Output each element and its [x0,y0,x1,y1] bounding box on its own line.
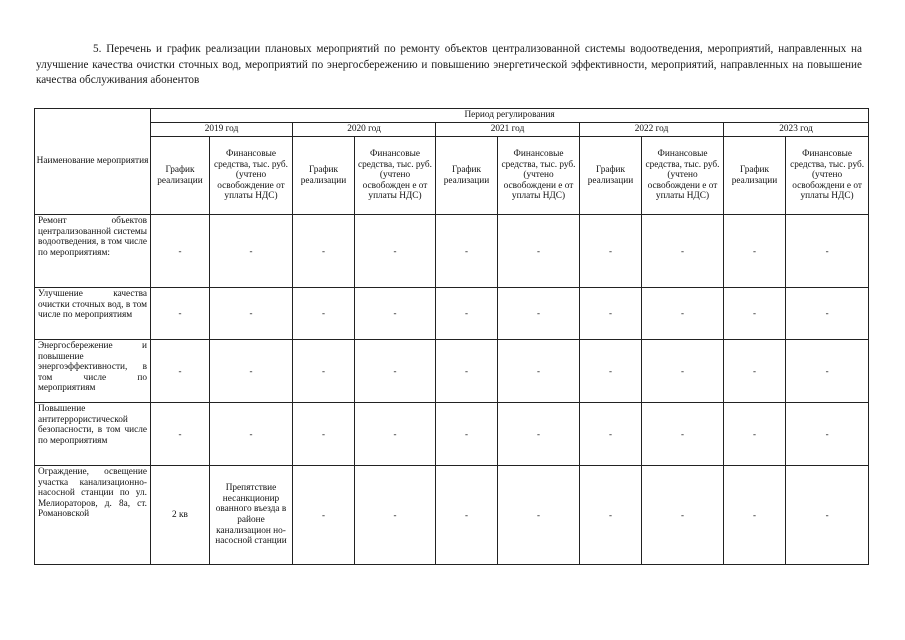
table-cell: - [786,340,869,403]
activity-name: Повышение антитеррористической безопасности, в том числе по мероприятиям [35,403,151,466]
table-cell: 2 кв [151,466,210,565]
table-cell: - [580,466,642,565]
table-cell: - [355,288,436,340]
name-column-header: Наименование мероприятия [35,109,151,215]
table-cell: - [724,215,786,288]
table-cell: - [724,403,786,466]
table-cell: - [151,215,210,288]
table-cell: - [642,466,724,565]
table-cell: - [498,466,580,565]
table-cell: - [436,288,498,340]
table-cell: - [786,466,869,565]
year-header: 2021 год [436,123,580,137]
table-cell: - [724,288,786,340]
funds-subheader: Финансовые средства, тыс. руб. (учтено освобождение от уплаты НДС) [210,137,293,215]
table-cell: - [498,288,580,340]
table-cell: - [293,466,355,565]
schedule-subheader: График реализации [151,137,210,215]
table-cell: - [355,215,436,288]
table-cell: - [642,403,724,466]
schedule-subheader: График реализации [580,137,642,215]
table-cell: - [642,340,724,403]
table-cell: - [642,215,724,288]
table-cell: - [786,403,869,466]
table-cell: - [786,288,869,340]
year-header: 2022 год [580,123,724,137]
funds-subheader: Финансовые средства, тыс. руб. (учтено освобождени е от уплаты НДС) [498,137,580,215]
table-cell: - [293,288,355,340]
table-cell: - [436,466,498,565]
table-cell: - [724,466,786,565]
table-cell: - [355,403,436,466]
funds-subheader: Финансовые средства, тыс. руб. (учтено освобожден е от уплаты НДС) [355,137,436,215]
period-header: Период регулирования [151,109,869,123]
table-cell: - [210,403,293,466]
table-cell: - [642,288,724,340]
table-cell: - [580,403,642,466]
activities-table [34,108,869,565]
funds-subheader: Финансовые средства, тыс. руб. (учтено освобождени е от уплаты НДС) [642,137,724,215]
table-cell: Препятствие несанкционир ованного въезда в районе канализацион но-насосной станции [210,466,293,565]
table-cell: - [355,466,436,565]
schedule-subheader: График реализации [724,137,786,215]
table-row [35,288,869,340]
table-row [35,215,869,288]
table-row [35,340,869,403]
table-cell: - [210,340,293,403]
schedule-subheader: График реализации [293,137,355,215]
funds-subheader: Финансовые средства, тыс. руб. (учтено освобождени е от уплаты НДС) [786,137,869,215]
table-cell: - [724,340,786,403]
table-cell: - [293,340,355,403]
year-header: 2020 год [293,123,436,137]
activity-name: Улучшение качества очистки сточных вод, в том числе по мероприятиям [35,288,151,340]
table-row [35,466,869,565]
table-cell: - [498,340,580,403]
table-cell: - [786,215,869,288]
activity-name: Ограждение, освещение участка канализационно-насосной станции по ул. Мелиораторов, д. 8а, ст. Романовской [35,466,151,565]
table-row [35,403,869,466]
table-cell: - [151,288,210,340]
table-cell: - [436,340,498,403]
year-header: 2019 год [151,123,293,137]
table-cell: - [498,403,580,466]
year-header: 2023 год [724,123,869,137]
table-cell: - [355,340,436,403]
table-cell: - [151,340,210,403]
table-cell: - [210,215,293,288]
table-cell: - [151,403,210,466]
section-heading: 5. Перечень и график реализации плановых мероприятий по ремонту объектов централизованной системы водоотведения, мероприятий, направленных на улучшение качества очистки сточных вод, мероприятий по энергосбережению и повышению энергетической эффективности, мероприятий, направленных на повышение качества обслуживания абонентов [36,43,862,86]
table-cell: - [210,288,293,340]
activity-name: Ремонт объектов централизованной системы водоотведения, в том числе по мероприятиям: [35,215,151,288]
table-cell: - [580,340,642,403]
activity-name: Энергосбережение и повышение энергоэффективности, в том числе по мероприятиям [35,340,151,403]
schedule-subheader: График реализации [436,137,498,215]
table-cell: - [436,403,498,466]
table-cell: - [498,215,580,288]
table-cell: - [580,215,642,288]
table-cell: - [580,288,642,340]
table-cell: - [293,215,355,288]
table-cell: - [293,403,355,466]
table-cell: - [436,215,498,288]
